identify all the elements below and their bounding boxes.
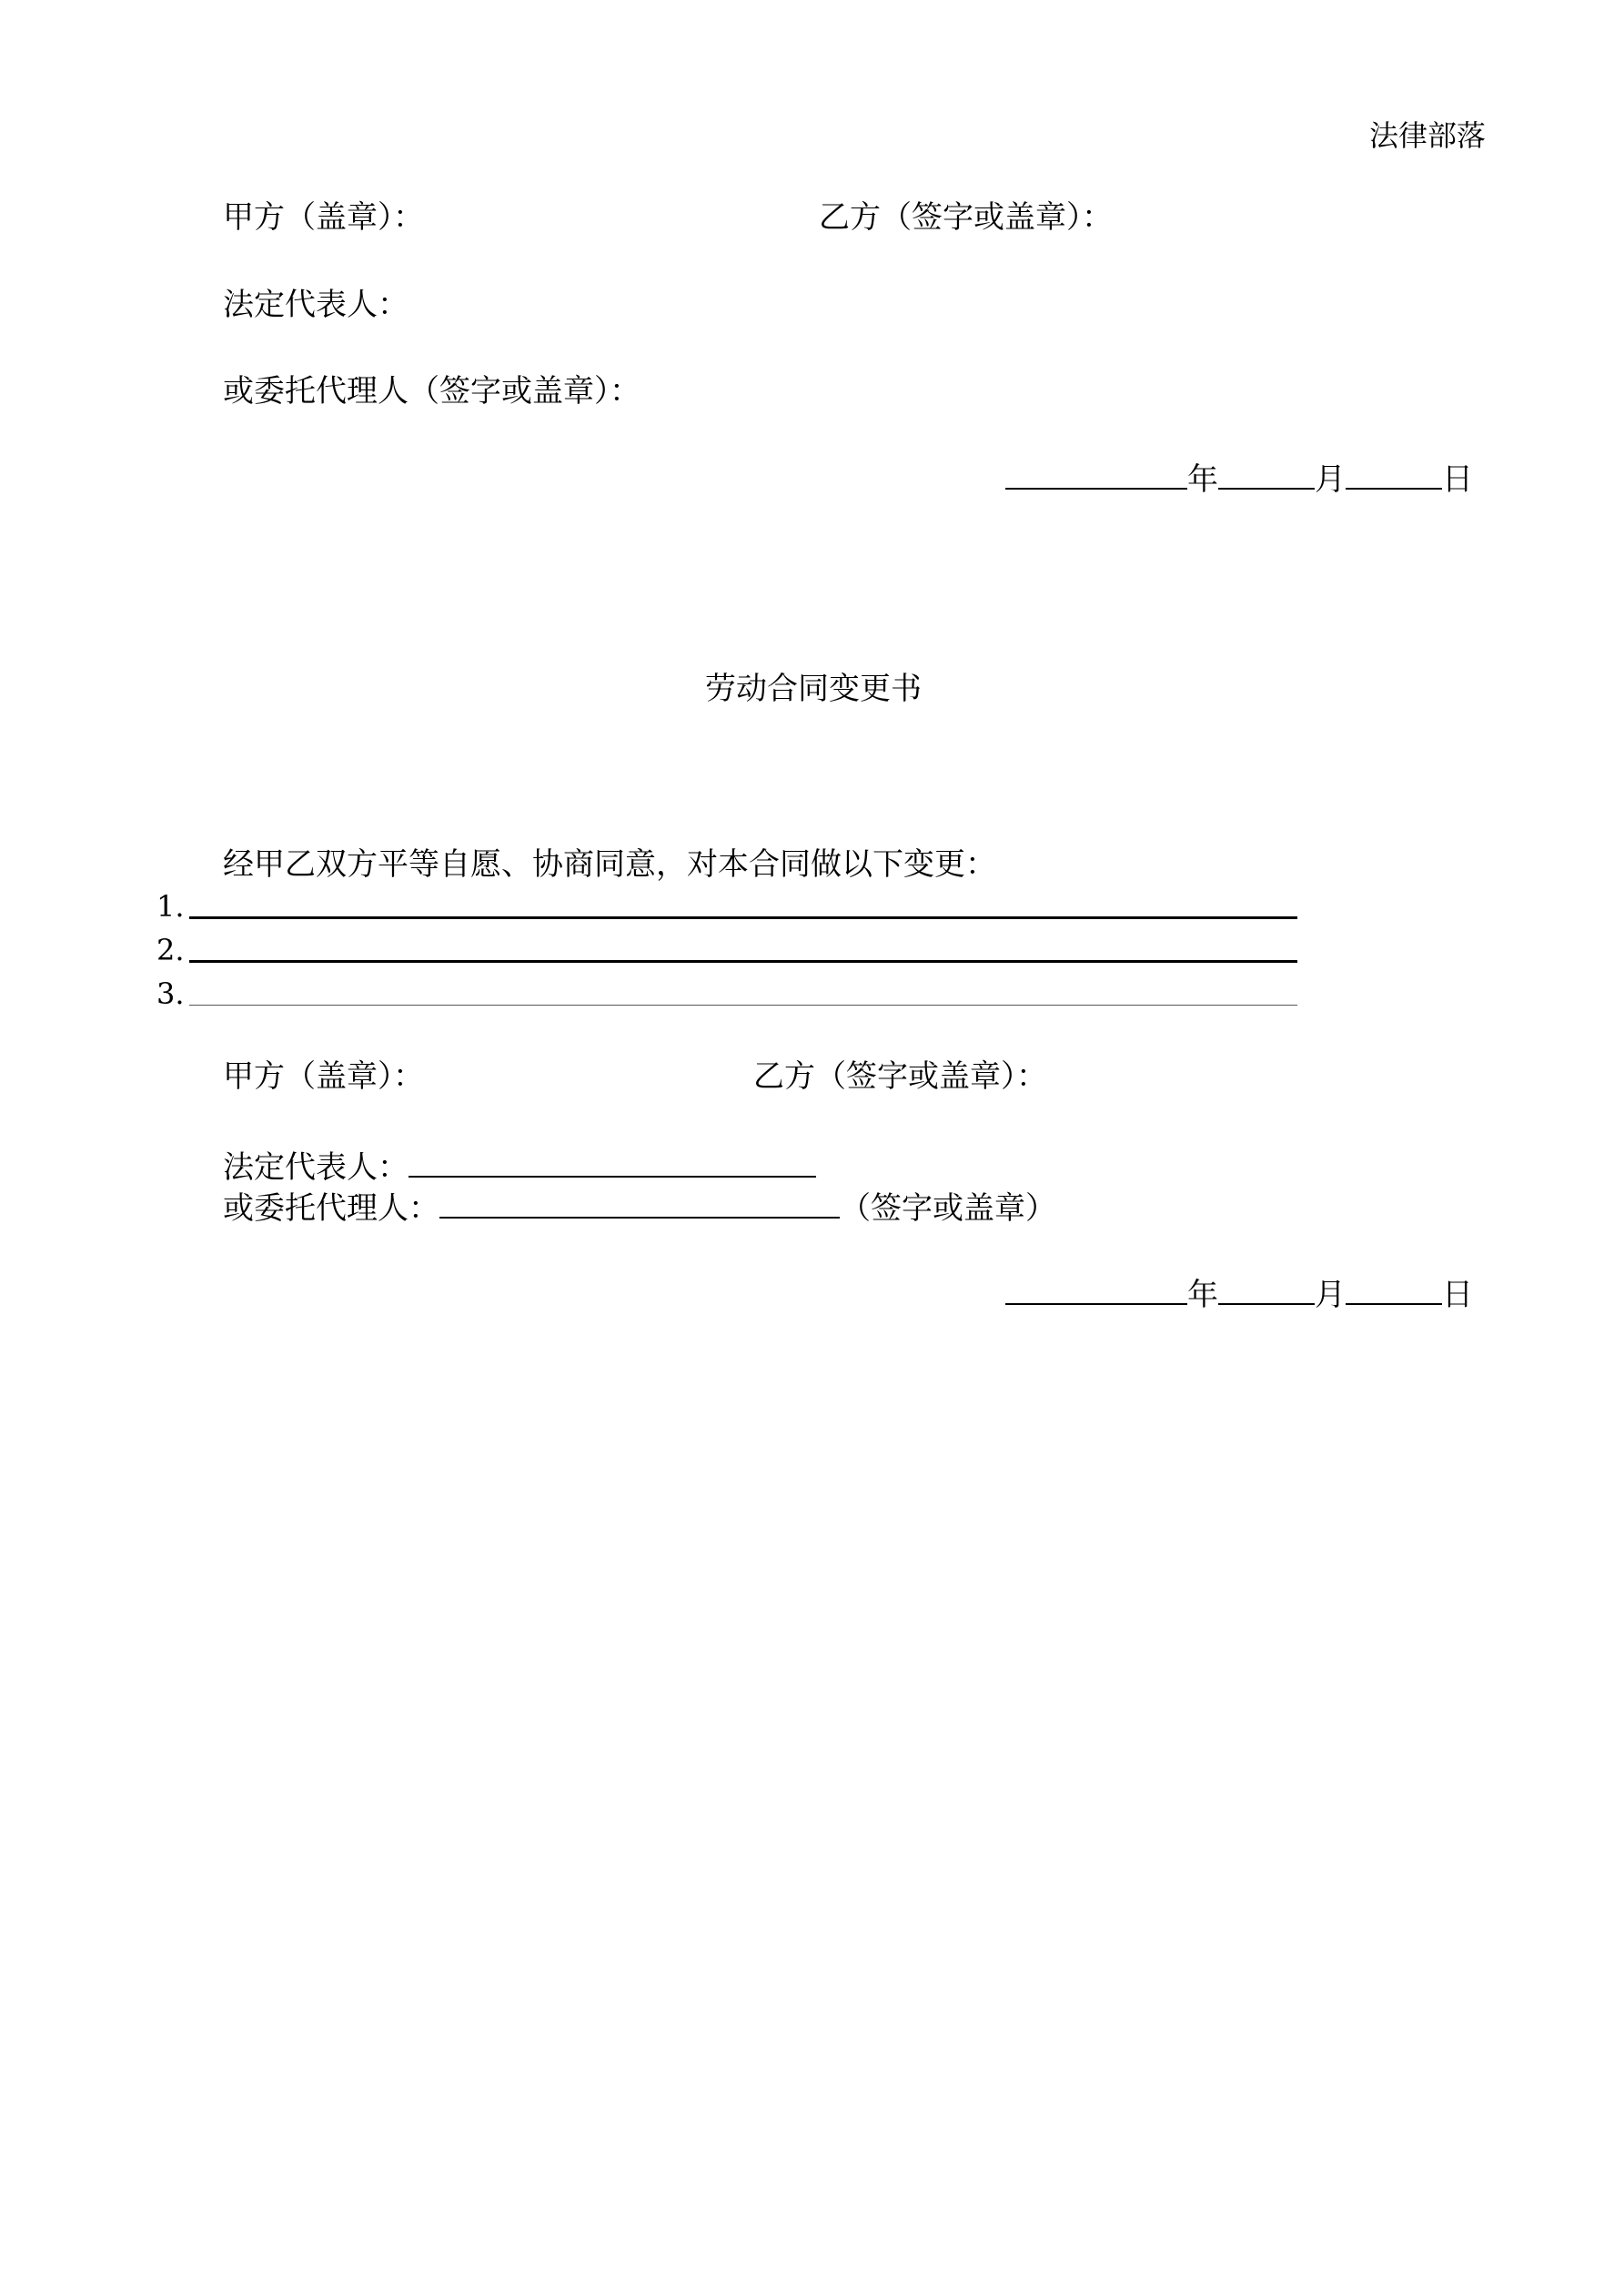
year-blank[interactable] (1005, 460, 1187, 490)
date-line (1005, 460, 1473, 498)
party-a-label: 甲方（盖章）： (223, 1058, 424, 1095)
change-item-line[interactable] (189, 960, 1297, 963)
year-label: 年 (1187, 1277, 1218, 1313)
party-b-label: 乙方（签字或盖章）： (819, 199, 1113, 236)
authorized-agent-blank[interactable] (439, 1189, 840, 1219)
legal-representative-label: 法定代表人： (223, 287, 409, 323)
day-label: 日 (1442, 461, 1473, 498)
month-blank[interactable] (1218, 1276, 1315, 1305)
change-item-line[interactable] (189, 916, 1297, 919)
authorized-agent-row (223, 1189, 1056, 1227)
year-label: 年 (1187, 461, 1218, 498)
item-number: 3. (156, 976, 185, 1011)
month-blank[interactable] (1218, 460, 1315, 490)
day-label: 日 (1442, 1277, 1473, 1313)
day-blank[interactable] (1346, 1276, 1442, 1305)
legal-representative-blank[interactable] (409, 1148, 816, 1178)
item-number: 1. (156, 889, 185, 924)
authorized-agent-label: 或委托代理人（签字或盖章）： (223, 373, 641, 410)
month-label: 月 (1315, 461, 1346, 498)
brand-label: 法律部落 (1369, 118, 1487, 153)
intro-text: 经甲乙双方平等自愿、协商同意，对本合同做以下变更： (223, 846, 996, 883)
change-item-line[interactable] (189, 1005, 1297, 1006)
authorized-agent-suffix: （签字或盖章） (840, 1190, 1056, 1227)
year-blank[interactable] (1005, 1276, 1187, 1305)
party-b-label: 乙方（签字或盖章）： (753, 1058, 1047, 1095)
date-line (1005, 1276, 1473, 1313)
document-title: 劳动合同变更书 (705, 671, 922, 707)
legal-representative-label: 法定代表人： (223, 1149, 409, 1186)
authorized-agent-label: 或委托代理人： (223, 1190, 439, 1227)
item-number: 2. (156, 933, 185, 967)
month-label: 月 (1315, 1277, 1346, 1313)
day-blank[interactable] (1346, 460, 1442, 490)
party-a-label: 甲方（盖章）： (223, 199, 424, 236)
legal-representative-row (223, 1148, 816, 1186)
